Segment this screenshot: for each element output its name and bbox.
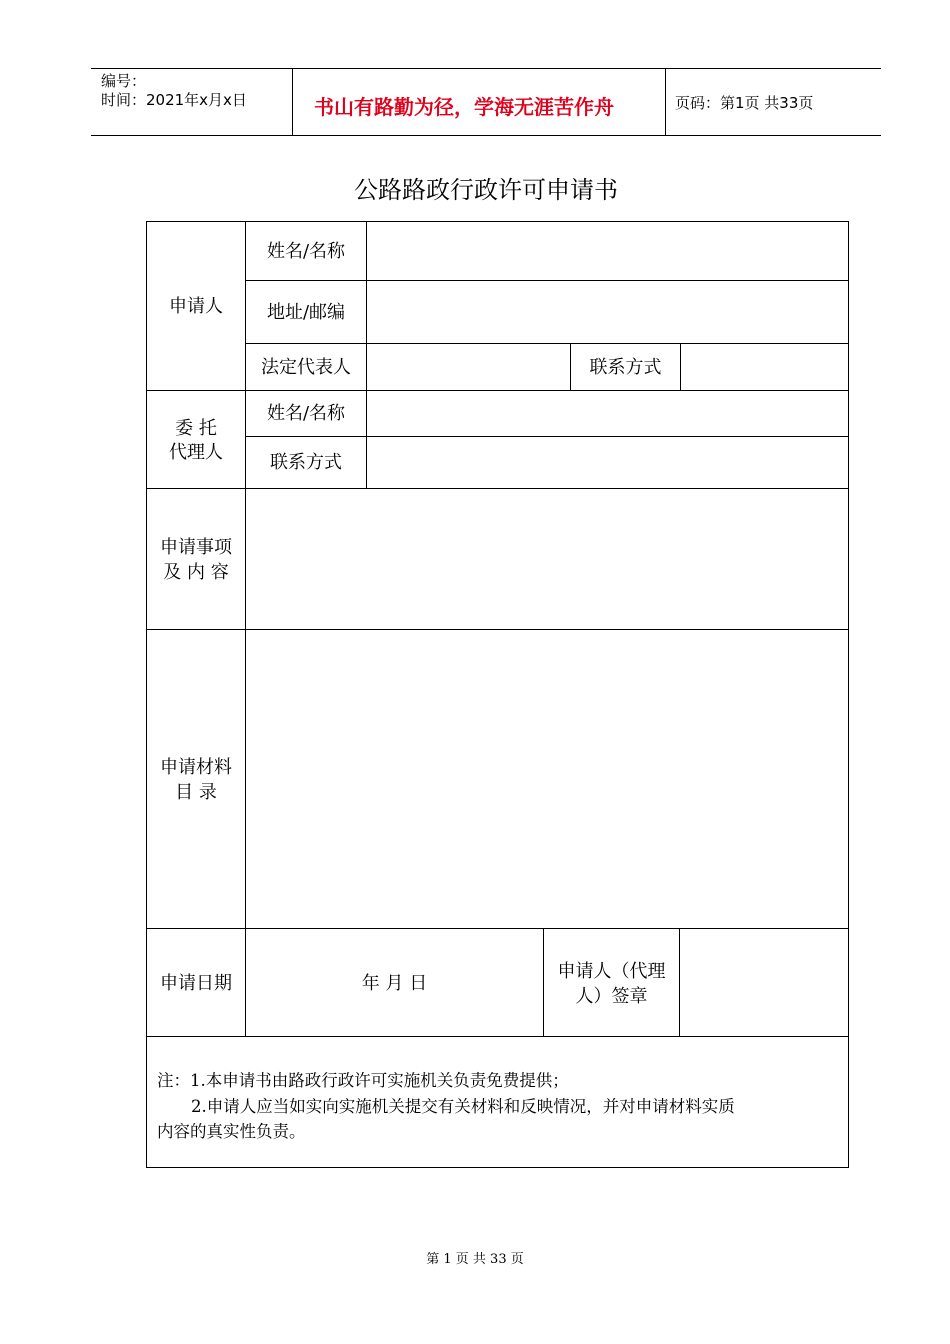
note-line: 注：1.本申请书由路政行政许可实施机关负责免费提供； xyxy=(157,1071,569,1090)
applicant-section-label: 申请人 xyxy=(169,296,223,317)
note-line: 内容的真实性负责。 xyxy=(157,1122,306,1141)
applicant-address-label: 地址/邮编 xyxy=(266,302,346,323)
legal-representative-label: 法定代表人 xyxy=(261,357,351,378)
materials-list-label: 目 录 xyxy=(175,782,217,803)
application-matter-label: 申请事项 xyxy=(160,537,232,558)
legal-representative-field[interactable] xyxy=(367,344,570,390)
agent-name-label: 姓名/名称 xyxy=(266,403,346,424)
materials-list-field[interactable] xyxy=(246,630,848,928)
page-footer: 第 1 页 共 33 页 xyxy=(426,1252,524,1267)
table-border xyxy=(146,1167,849,1168)
header-divider xyxy=(292,68,293,136)
applicant-contact-field[interactable] xyxy=(681,344,848,390)
signature-label: 人）签章 xyxy=(575,986,648,1007)
application-date-field[interactable]: 年 月 日 xyxy=(361,973,428,994)
agent-section-label: 委 托 xyxy=(175,418,217,439)
application-date-label: 申请日期 xyxy=(160,973,232,994)
agent-contact-label: 联系方式 xyxy=(270,452,342,473)
serial-number-label: 编号： xyxy=(101,72,147,90)
signature-field[interactable] xyxy=(680,929,848,1036)
applicant-name-field[interactable] xyxy=(367,222,848,280)
signature-label: 申请人（代理 xyxy=(557,961,666,982)
application-matter-field[interactable] xyxy=(246,489,848,629)
slogan: 书山有路勤为径，学海无涯苦作舟 xyxy=(314,95,614,119)
application-matter-label: 及 内 容 xyxy=(163,562,229,583)
agent-contact-field[interactable] xyxy=(367,437,848,488)
applicant-name-label: 姓名/名称 xyxy=(266,241,346,262)
header-bottom-rule xyxy=(91,135,881,136)
page-title: 公路路政行政许可申请书 xyxy=(354,176,618,204)
header-divider xyxy=(665,68,666,136)
header-top-rule xyxy=(91,68,881,69)
note-line: 2.申请人应当如实向实施机关提交有关材料和反映情况，并对申请材料实质 xyxy=(191,1097,735,1116)
table-border xyxy=(848,221,849,1168)
applicant-contact-label: 联系方式 xyxy=(589,357,662,378)
agent-name-field[interactable] xyxy=(367,391,848,436)
table-rule xyxy=(146,1036,849,1037)
page-count-label: 页码：第1页 共33页 xyxy=(675,94,814,112)
agent-section-label: 代理人 xyxy=(169,442,223,463)
materials-list-label: 申请材料 xyxy=(160,757,232,778)
date-label: 时间：2021年x月x日 xyxy=(101,91,247,109)
table-border xyxy=(146,221,147,1168)
applicant-address-field[interactable] xyxy=(367,281,848,343)
